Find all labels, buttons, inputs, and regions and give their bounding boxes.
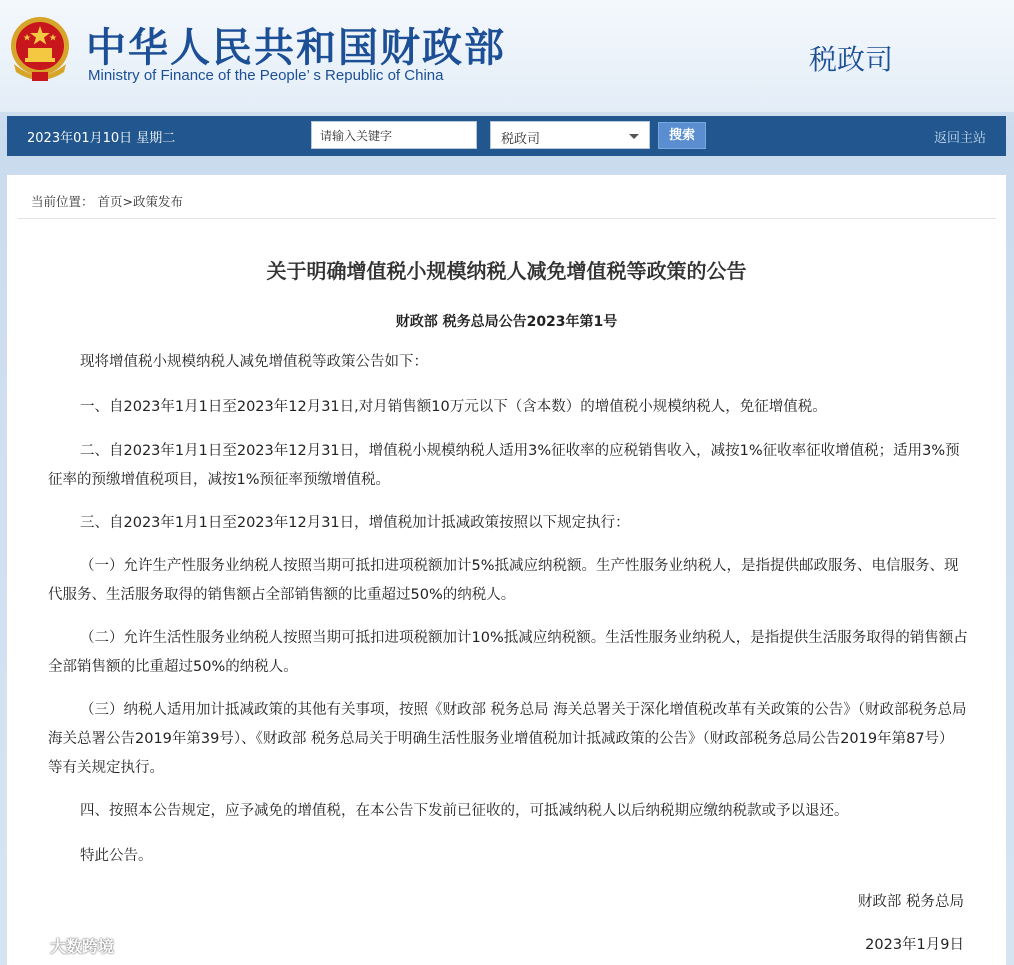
department-name: 税政司 xyxy=(809,43,894,76)
paragraph: 二、自2023年1月1日至2023年12月31日，增值税小规模纳税人适用3%征收率的应税销售收入，减按1%征收率征收增值税；适用3%预征率的预缴增值税项目，减按1%预征率预缴增值税。 xyxy=(48,443,960,488)
return-home-link[interactable]: 返回主站 xyxy=(933,131,986,146)
site-title-english: Ministry of Finance of the People’ s Republic of China xyxy=(88,67,444,84)
paragraph: （二）允许生活性服务业纳税人按照当期可抵扣进项税额加计10%抵减应纳税额。生活性服务业纳税人，是指提供生活服务取得的销售额占全部销售额的比重超过50%的纳税人。 xyxy=(48,630,968,675)
search-scope-value: 税政司 xyxy=(501,132,541,147)
paragraph: 现将增值税小规模纳税人减免增值税等政策公告如下： xyxy=(80,354,428,370)
document-number: 财政部 税务总局公告2023年第1号 xyxy=(395,314,618,330)
watermark-logo-icon xyxy=(8,935,46,955)
signature: 财政部 税务总局 xyxy=(857,894,964,910)
article-title: 关于明确增值税小规模纳税人减免增值税等政策的公告 xyxy=(266,259,747,283)
paragraph: 三、自2023年1月1日至2023年12月31日，增值税加计抵减政策按照以下规定执行： xyxy=(80,515,630,531)
chevron-down-icon xyxy=(629,134,639,139)
nav-bar xyxy=(7,116,1006,156)
current-date: 2023年01月10日 星期二 xyxy=(27,131,176,146)
paragraph: （一）允许生产性服务业纳税人按照当期可抵扣进项税额加计5%抵减应纳税额。生产性服务业纳税人，是指提供邮政服务、电信服务、现代服务、生活服务取得的销售额占全部销售额的比重超过50%的纳税人。 xyxy=(48,558,959,603)
search-scope-select[interactable] xyxy=(490,121,650,149)
paragraph: 一、自2023年1月1日至2023年12月31日,对月销售额10万元以下（含本数）的增值税小规模纳税人，免征增值税。 xyxy=(80,399,827,415)
site-header xyxy=(0,0,1014,112)
paragraph: 四、按照本公告规定，应予减免的增值税，在本公告下发前已征收的，可抵减纳税人以后纳税期应缴纳税款或予以退还。 xyxy=(80,803,849,819)
national-emblem-icon xyxy=(8,14,72,84)
sign-date: 2023年1月9日 xyxy=(865,937,964,953)
breadcrumb[interactable]: 当前位置： 首页>政策发布 xyxy=(31,194,183,209)
search-input[interactable] xyxy=(311,121,477,149)
search-button[interactable]: 搜索 xyxy=(658,122,706,149)
site-title[interactable]: 中华人民共和国财政部 xyxy=(86,25,506,71)
article-container xyxy=(7,175,1006,965)
divider xyxy=(18,218,996,219)
watermark-text: 大数跨境 xyxy=(50,937,115,956)
watermark xyxy=(8,931,138,959)
paragraph: 特此公告。 xyxy=(80,848,153,864)
paragraph: （三）纳税人适用加计抵减政策的其他有关事项，按照《财政部 税务总局 海关总署关于深化增值税改革有关政策的公告》（财政部税务总局 海关总署公告2019年第39号）、《财政部 税务总局关于明确生活性服务业增值税加计抵减政策的公告》（财政部税务总局公告2019年第87号）等有关规定执行。 xyxy=(48,702,967,776)
